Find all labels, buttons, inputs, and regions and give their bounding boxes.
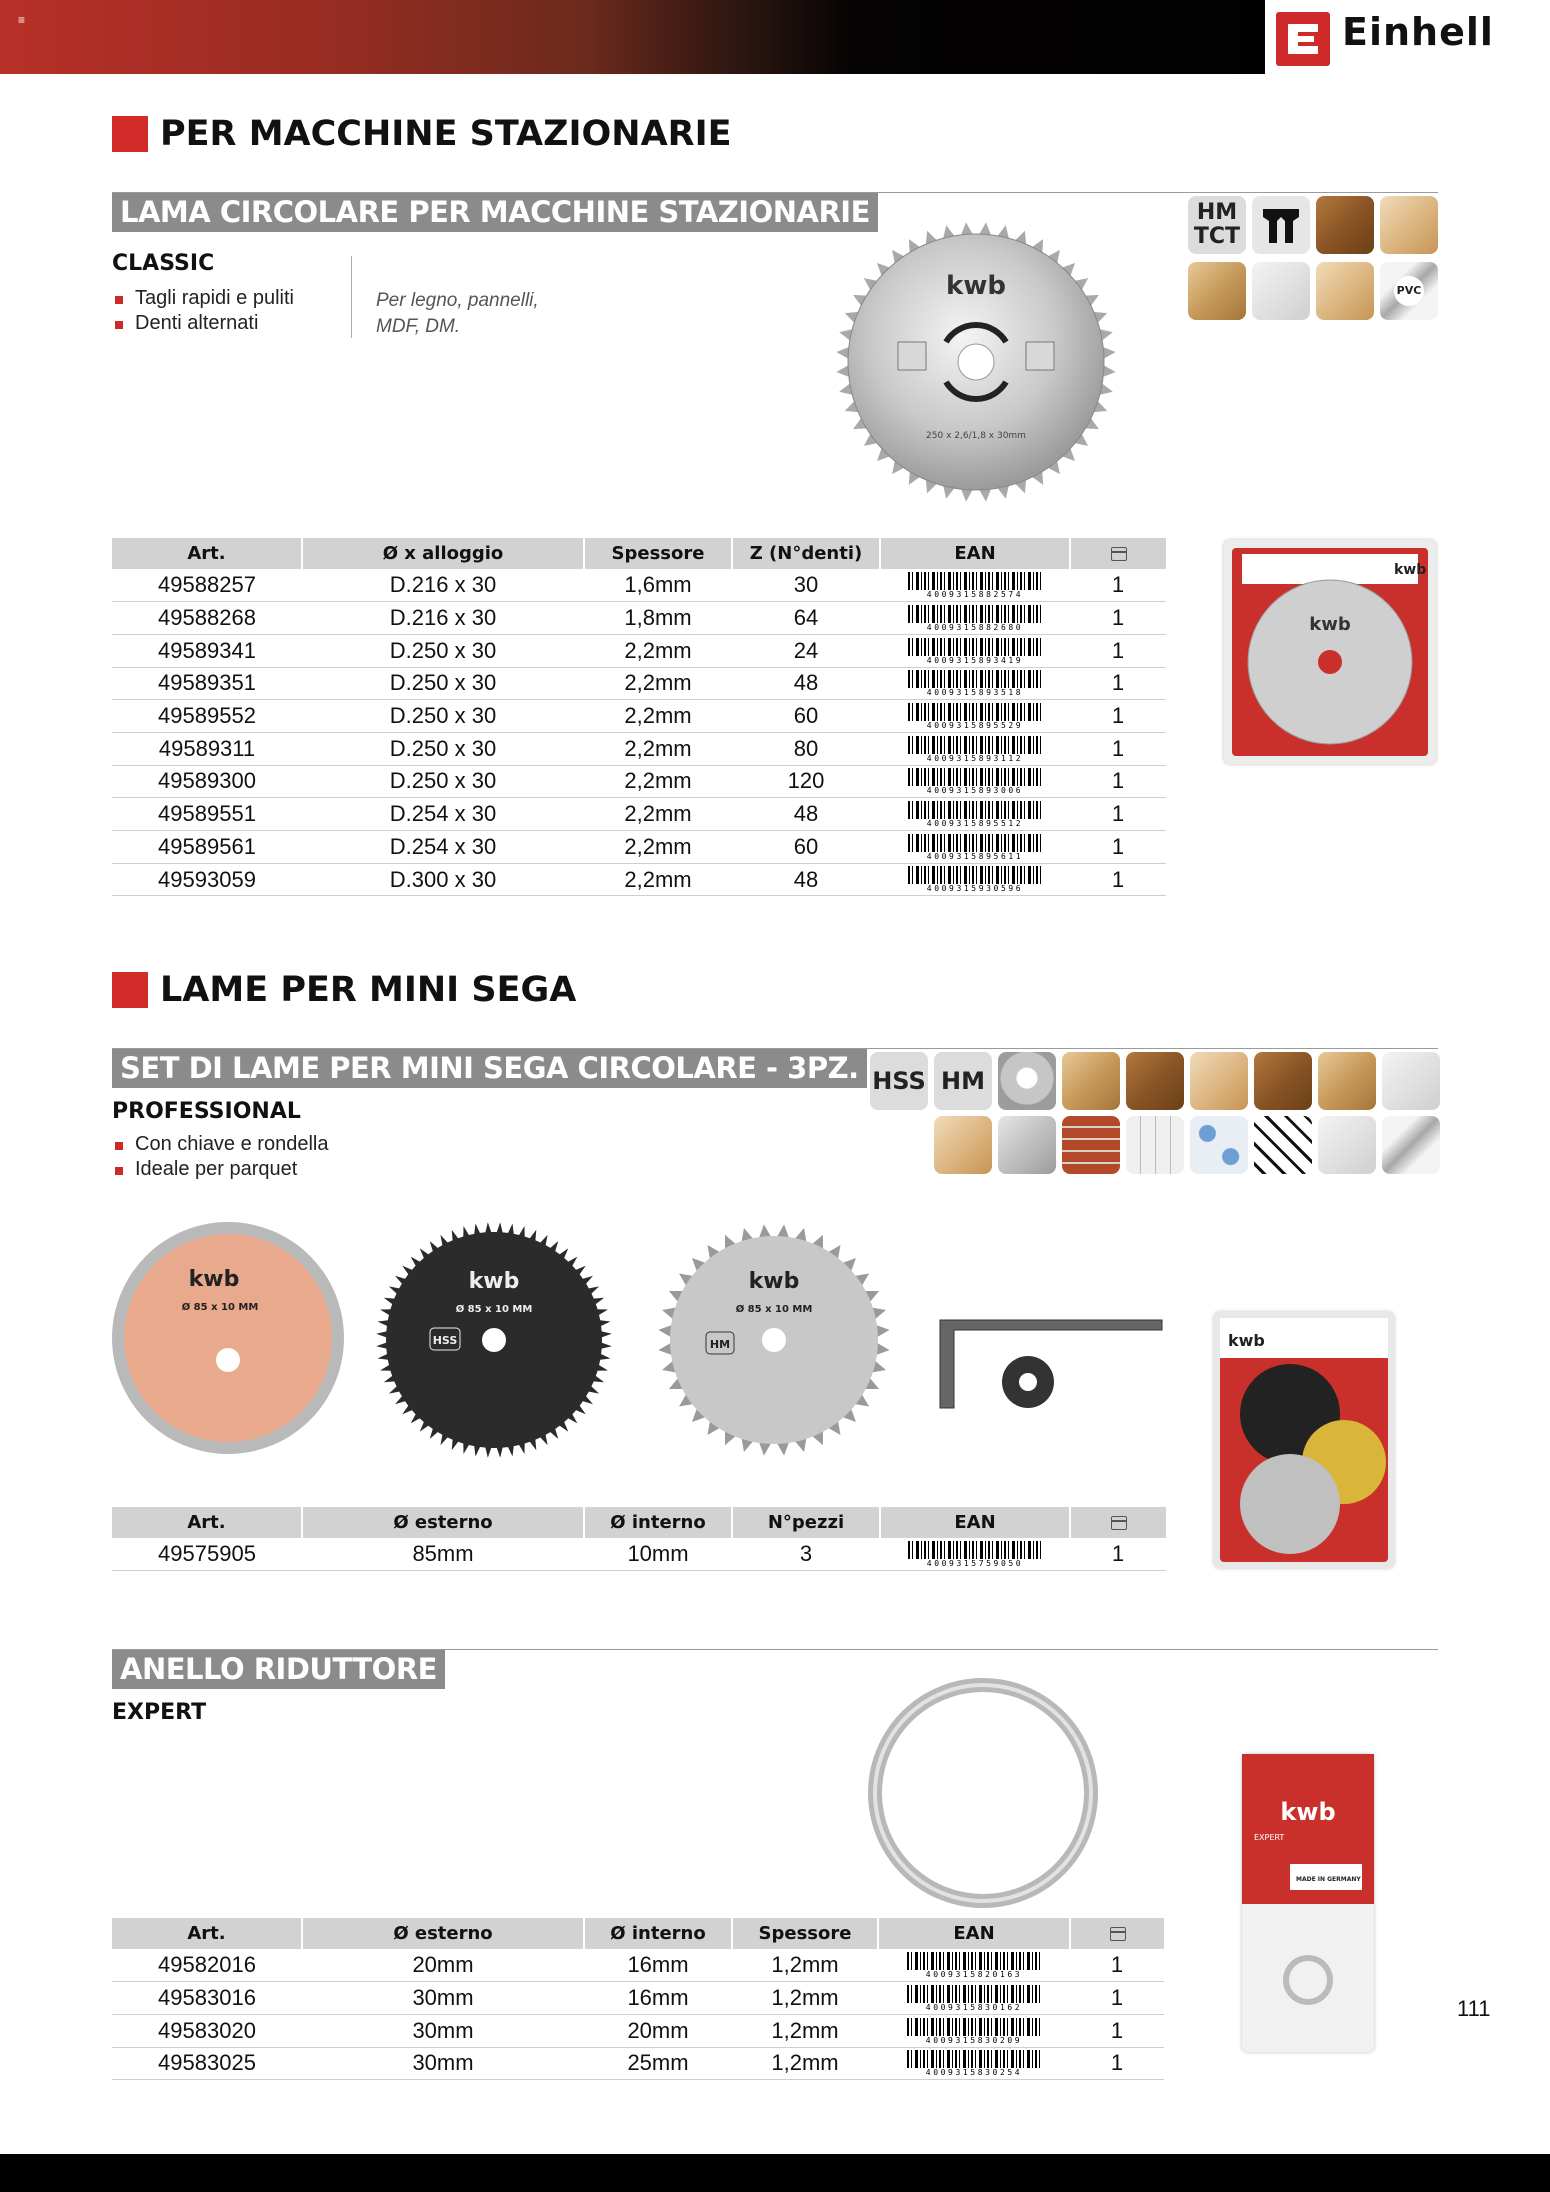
product-package-image bbox=[1214, 1312, 1394, 1568]
value: 20mm bbox=[584, 2014, 732, 2047]
value: 2,2mm bbox=[584, 732, 732, 765]
table-row bbox=[112, 2047, 1164, 2080]
column-header: Spessore bbox=[584, 538, 732, 569]
package-icon bbox=[1110, 1927, 1126, 1941]
article-number: 49593059 bbox=[112, 863, 302, 896]
table-row bbox=[112, 1949, 1164, 1982]
hm-blade-image bbox=[656, 1222, 892, 1458]
value: 1,2mm bbox=[732, 2014, 878, 2047]
column-header: EAN bbox=[880, 538, 1070, 569]
table-row bbox=[112, 667, 1166, 700]
value: 16mm bbox=[584, 1982, 732, 2015]
svg-text:MADE IN GERMANY: MADE IN GERMANY bbox=[1296, 1876, 1361, 1883]
column-header: N°pezzi bbox=[732, 1507, 880, 1538]
article-number: 49583025 bbox=[112, 2047, 302, 2080]
column-header: Spessore bbox=[732, 1918, 878, 1949]
table-row bbox=[112, 634, 1166, 667]
svg-text:kwb: kwb bbox=[1309, 614, 1351, 635]
laminate-icon bbox=[1382, 1052, 1440, 1110]
value: 1,2mm bbox=[732, 1949, 878, 1982]
table-row bbox=[112, 700, 1166, 733]
window-icon bbox=[998, 1116, 1056, 1174]
table-row bbox=[112, 1538, 1166, 1571]
dimension: D.254 x 30 bbox=[302, 831, 584, 864]
svg-text:Ø 85 x 10 MM: Ø 85 x 10 MM bbox=[455, 1304, 533, 1315]
pack-quantity: 1 bbox=[1070, 1949, 1164, 1982]
ean-barcode: 4009315893518 bbox=[880, 667, 1070, 700]
frame-wood-icon bbox=[1062, 1052, 1120, 1110]
product-title: SET DI LAME PER MINI SEGA CIRCOLARE - 3PZ. bbox=[112, 1049, 867, 1088]
usage-note: Per legno, pannelli, MDF, DM. bbox=[376, 290, 539, 337]
red-square-icon bbox=[112, 972, 148, 1008]
value: 2,2mm bbox=[584, 863, 732, 896]
product-grade: PROFESSIONAL bbox=[112, 1099, 301, 1124]
value: 2,2mm bbox=[584, 831, 732, 864]
value: 60 bbox=[732, 831, 880, 864]
stone-icon bbox=[1126, 1116, 1184, 1174]
article-number: 49582016 bbox=[112, 1949, 302, 1982]
dimension: 30mm bbox=[302, 2047, 584, 2080]
dimension: D.250 x 30 bbox=[302, 634, 584, 667]
pack-quantity: 1 bbox=[1070, 732, 1166, 765]
value: 10mm bbox=[584, 1538, 732, 1571]
menu-icon[interactable]: ≡ bbox=[18, 13, 26, 27]
section-title-stationary: PER MACCHINE STAZIONARIE bbox=[112, 114, 732, 154]
wood-icon bbox=[1316, 196, 1374, 254]
table-row bbox=[112, 602, 1166, 635]
pack-quantity: 1 bbox=[1070, 634, 1166, 667]
svg-text:250 x 2,6/1,8 x 30mm: 250 x 2,6/1,8 x 30mm bbox=[926, 431, 1026, 441]
ean-barcode: 4009315895611 bbox=[880, 831, 1070, 864]
plywood-icon bbox=[1318, 1052, 1376, 1110]
value: 48 bbox=[732, 667, 880, 700]
brick-icon bbox=[1062, 1116, 1120, 1174]
svg-text:kwb: kwb bbox=[946, 271, 1006, 301]
hm-icon: HM bbox=[934, 1052, 992, 1110]
dimension: 85mm bbox=[302, 1538, 584, 1571]
ean-barcode: 4009315759050 bbox=[880, 1538, 1070, 1571]
dimension: D.250 x 30 bbox=[302, 732, 584, 765]
value: 16mm bbox=[584, 1949, 732, 1982]
plank-icon bbox=[1190, 1052, 1248, 1110]
hex-key-and-washer-image bbox=[936, 1312, 1166, 1412]
value: 24 bbox=[732, 634, 880, 667]
product-package-image bbox=[1224, 540, 1436, 764]
pack-quantity: 1 bbox=[1070, 569, 1166, 602]
ean-barcode: 4009315895529 bbox=[880, 700, 1070, 733]
ean-barcode: 4009315930596 bbox=[880, 863, 1070, 896]
svg-text:kwb: kwb bbox=[1394, 562, 1427, 578]
product-package-image bbox=[1242, 1754, 1374, 2052]
article-number: 49575905 bbox=[112, 1538, 302, 1571]
article-number: 49588257 bbox=[112, 569, 302, 602]
insulation-icon bbox=[1382, 1116, 1440, 1174]
reducer-ring-image bbox=[868, 1678, 1098, 1908]
package-icon bbox=[1111, 547, 1127, 561]
value: 120 bbox=[732, 765, 880, 798]
einhell-logo-icon bbox=[1276, 12, 1330, 66]
page-number: 111 bbox=[1457, 1996, 1491, 2021]
ean-barcode: 4009315882680 bbox=[880, 602, 1070, 635]
svg-text:kwb: kwb bbox=[1280, 1798, 1336, 1826]
feature-list bbox=[112, 1132, 328, 1182]
table-row bbox=[112, 1982, 1164, 2015]
table-row bbox=[112, 798, 1166, 831]
ean-barcode: 4009315893112 bbox=[880, 732, 1070, 765]
ean-barcode: 4009315882574 bbox=[880, 569, 1070, 602]
ean-barcode: 4009315830162 bbox=[878, 1982, 1070, 2015]
wood-icon bbox=[1126, 1052, 1184, 1110]
alternate-teeth-icon bbox=[1252, 196, 1310, 254]
footer-bar bbox=[0, 2154, 1550, 2192]
table-row bbox=[112, 732, 1166, 765]
ean-barcode: 4009315893419 bbox=[880, 634, 1070, 667]
value: 1,8mm bbox=[584, 602, 732, 635]
column-header: Ø esterno bbox=[302, 1918, 584, 1949]
svg-text:HSS: HSS bbox=[432, 1334, 458, 1347]
column-header: Ø esterno bbox=[302, 1507, 584, 1538]
dimension: D.300 x 30 bbox=[302, 863, 584, 896]
svg-text:EXPERT: EXPERT bbox=[1254, 1833, 1285, 1842]
feature-item: Tagli rapidi e puliti bbox=[112, 286, 294, 311]
article-number: 49589552 bbox=[112, 700, 302, 733]
value: 1,6mm bbox=[584, 569, 732, 602]
table-row bbox=[112, 863, 1166, 896]
column-header: EAN bbox=[878, 1918, 1070, 1949]
svg-text:HM: HM bbox=[709, 1338, 731, 1351]
value: 80 bbox=[732, 732, 880, 765]
value: 1,2mm bbox=[732, 2047, 878, 2080]
diamond-icon bbox=[998, 1052, 1056, 1110]
value: 2,2mm bbox=[584, 798, 732, 831]
chipboard-icon bbox=[934, 1116, 992, 1174]
column-header: Ø interno bbox=[584, 1507, 732, 1538]
ean-barcode: 4009315830209 bbox=[878, 2014, 1070, 2047]
pack-icon-header bbox=[1070, 1507, 1166, 1538]
svg-text:Ø 85 x 10 MM: Ø 85 x 10 MM bbox=[181, 1302, 259, 1313]
pack-quantity: 1 bbox=[1070, 602, 1166, 635]
value: 30 bbox=[732, 569, 880, 602]
value: 48 bbox=[732, 798, 880, 831]
ean-barcode: 4009315895512 bbox=[880, 798, 1070, 831]
pack-quantity: 1 bbox=[1070, 798, 1166, 831]
article-number: 49589311 bbox=[112, 732, 302, 765]
column-header: Art. bbox=[112, 538, 302, 569]
section-title-mini-saw: LAME PER MINI SEGA bbox=[112, 970, 576, 1010]
ean-barcode: 4009315820163 bbox=[878, 1949, 1070, 1982]
dimension: D.254 x 30 bbox=[302, 798, 584, 831]
article-number: 49589551 bbox=[112, 798, 302, 831]
tile-icon bbox=[1190, 1116, 1248, 1174]
dark-wood-icon bbox=[1254, 1052, 1312, 1110]
diamond-blade-image bbox=[110, 1220, 346, 1456]
column-header: Art. bbox=[112, 1507, 302, 1538]
pack-quantity: 1 bbox=[1070, 2014, 1164, 2047]
value: 2,2mm bbox=[584, 700, 732, 733]
red-square-icon bbox=[112, 116, 148, 152]
dimension: D.250 x 30 bbox=[302, 667, 584, 700]
plank-icon bbox=[1380, 196, 1438, 254]
dimension: 30mm bbox=[302, 1982, 584, 2015]
article-number: 49583020 bbox=[112, 2014, 302, 2047]
table-row bbox=[112, 2014, 1164, 2047]
pack-quantity: 1 bbox=[1070, 863, 1166, 896]
pack-quantity: 1 bbox=[1070, 765, 1166, 798]
ean-barcode: 4009315893006 bbox=[880, 765, 1070, 798]
product-table-stationary bbox=[112, 538, 1166, 896]
feature-item: Ideale per parquet bbox=[112, 1157, 328, 1182]
product-title: ANELLO RIDUTTORE bbox=[112, 1650, 445, 1689]
hss-blade-image bbox=[376, 1222, 612, 1458]
pack-icon-header bbox=[1070, 1918, 1164, 1949]
pack-quantity: 1 bbox=[1070, 667, 1166, 700]
feature-item: Con chiave e rondella bbox=[112, 1132, 328, 1157]
hss-icon: HSS bbox=[870, 1052, 928, 1110]
column-header: Z (N°denti) bbox=[732, 538, 880, 569]
pvc-icon: PVC bbox=[1380, 262, 1438, 320]
svg-text:kwb: kwb bbox=[188, 1267, 240, 1292]
product-title: LAMA CIRCOLARE PER MACCHINE STAZIONARIE bbox=[112, 193, 878, 232]
dimension: D.216 x 30 bbox=[302, 569, 584, 602]
dimension: 30mm bbox=[302, 2014, 584, 2047]
column-header: Ø interno bbox=[584, 1918, 732, 1949]
article-number: 49589351 bbox=[112, 667, 302, 700]
column-header: EAN bbox=[880, 1507, 1070, 1538]
product-grade: EXPERT bbox=[112, 1700, 207, 1725]
article-number: 49589341 bbox=[112, 634, 302, 667]
dimension: D.216 x 30 bbox=[302, 602, 584, 635]
article-number: 49583016 bbox=[112, 1982, 302, 2015]
value: 64 bbox=[732, 602, 880, 635]
svg-text:kwb: kwb bbox=[748, 1269, 800, 1294]
column-header: Art. bbox=[112, 1918, 302, 1949]
ean-barcode: 4009315830254 bbox=[878, 2047, 1070, 2080]
dimension: 20mm bbox=[302, 1949, 584, 1982]
value: 2,2mm bbox=[584, 634, 732, 667]
value: 25mm bbox=[584, 2047, 732, 2080]
svg-text:kwb: kwb bbox=[468, 1269, 520, 1294]
circular-saw-blade-image bbox=[826, 212, 1126, 512]
dimension: D.250 x 30 bbox=[302, 765, 584, 798]
value: 2,2mm bbox=[584, 765, 732, 798]
product-table-mini-saw bbox=[112, 1507, 1166, 1571]
article-number: 49588268 bbox=[112, 602, 302, 635]
laminate-icon bbox=[1252, 262, 1310, 320]
value: 48 bbox=[732, 863, 880, 896]
product-grade: CLASSIC bbox=[112, 251, 215, 276]
value: 1,2mm bbox=[732, 1982, 878, 2015]
pack-quantity: 1 bbox=[1070, 831, 1166, 864]
feature-item: Denti alternati bbox=[112, 311, 294, 336]
svg-text:kwb: kwb bbox=[1228, 1331, 1265, 1350]
feature-list bbox=[112, 286, 294, 336]
chipboard-icon bbox=[1316, 262, 1374, 320]
pack-quantity: 1 bbox=[1070, 1538, 1166, 1571]
hm-tct-icon: HM TCT bbox=[1188, 196, 1246, 254]
table-row bbox=[112, 765, 1166, 798]
divider bbox=[351, 256, 352, 338]
pattern-icon bbox=[1254, 1116, 1312, 1174]
value: 60 bbox=[732, 700, 880, 733]
board-icon bbox=[1318, 1116, 1376, 1174]
dimension: D.250 x 30 bbox=[302, 700, 584, 733]
pack-icon-header bbox=[1070, 538, 1166, 569]
pack-quantity: 1 bbox=[1070, 1982, 1164, 2015]
table-row bbox=[112, 831, 1166, 864]
product-table-reducer-ring bbox=[112, 1918, 1164, 2080]
article-number: 49589300 bbox=[112, 765, 302, 798]
plywood-icon bbox=[1188, 262, 1246, 320]
article-number: 49589561 bbox=[112, 831, 302, 864]
table-row bbox=[112, 569, 1166, 602]
pack-quantity: 1 bbox=[1070, 2047, 1164, 2080]
package-icon bbox=[1111, 1516, 1127, 1530]
value: 3 bbox=[732, 1538, 880, 1571]
svg-text:Ø 85 x 10 MM: Ø 85 x 10 MM bbox=[735, 1304, 813, 1315]
pack-quantity: 1 bbox=[1070, 700, 1166, 733]
value: 2,2mm bbox=[584, 667, 732, 700]
column-header: Ø x alloggio bbox=[302, 538, 584, 569]
brand-name: Einhell bbox=[1342, 10, 1494, 54]
